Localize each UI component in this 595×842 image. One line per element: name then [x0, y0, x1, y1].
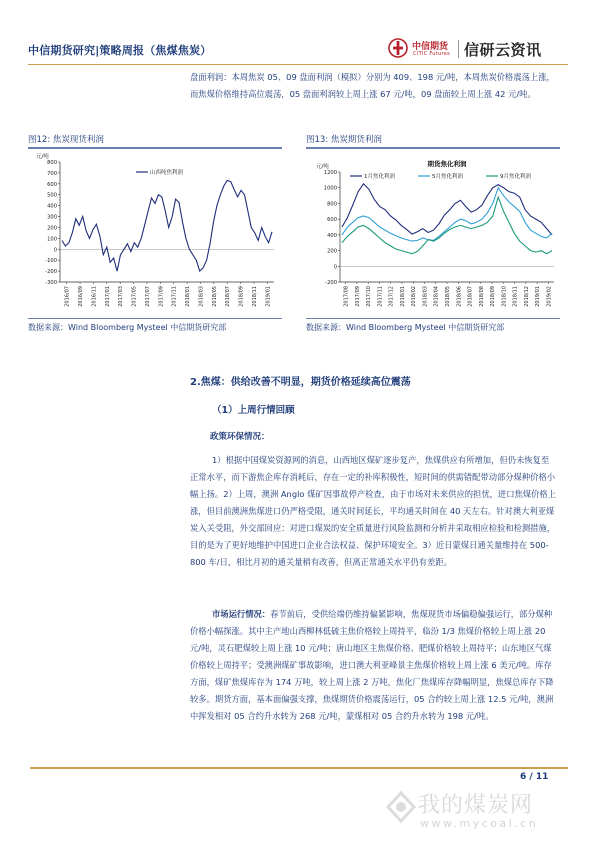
x-tick-label: 2017/12 [388, 286, 395, 307]
subsection-heading: （1）上周行情回顾 [212, 405, 295, 416]
x-tick-label: 2018/05 [211, 286, 218, 307]
x-tick-label: 2017/05 [131, 286, 138, 307]
series-line-9月焦化利润 [342, 197, 552, 254]
legend-entry: 1月焦化利润 [364, 174, 395, 180]
fig13-bottom-rule [306, 318, 560, 319]
x-tick-label: 2019/02 [546, 286, 553, 307]
y-tick-label: 600 [327, 217, 337, 224]
y-tick-label: 0 [53, 247, 57, 254]
y-tick-label: -100 [45, 258, 57, 265]
x-tick-label: 2019/01 [265, 286, 272, 307]
y-tick-label: 400 [327, 232, 337, 239]
y-tick-label: 1000 [323, 185, 337, 192]
chart-title: 期货焦化利润 [427, 160, 467, 168]
y-tick-label: 400 [47, 203, 57, 210]
series-line-1月焦化利润 [342, 184, 552, 235]
y-tick-label: 1200 [323, 170, 337, 176]
y-axis-label: 元/吨 [316, 164, 329, 170]
fig13-top-rule [306, 147, 560, 149]
fig13-label: 图13: 焦炭期货利润 [306, 135, 382, 145]
fig12-top-rule [28, 147, 282, 149]
market-text: 春节前后，受供给端仍维持偏紧影响，焦煤现货市场偏稳偏强运行，部分煤种价格小幅探涨。其中主产地山西柳林低硫主焦价格较上周持平，临汾 1/3 焦煤价格较上周上涨 20 元/吨，灵石肥煤较上周上涨 10 元/吨；唐山地区主焦煤价格、肥煤价格较上周持平；山东地区气煤价格较上周持平；受澳洲煤矿事故影响，进口澳大利亚峰景主焦煤价格较上周上涨 6 美元/吨。库存方面，煤矿焦煤库存为 174 万吨，较上周上涨 2 万吨，焦化厂焦煤库存降幅明显，焦煤总库存下降较多。期货方面，基本面偏强支撑，焦煤期货价格震荡运行，05 合约较上周上涨 12.5 元/吨，澳洲中挥发相对 05 合约升水转为 268 元/吨，蒙煤相对 05 合约升水转为 198 元/吨。 [190, 609, 554, 721]
page-number: 6 / 11 [520, 772, 549, 782]
x-tick-label: 2017/11 [171, 286, 178, 307]
x-tick-label: 2018/01 [185, 286, 192, 307]
y-tick-label: 700 [47, 170, 57, 177]
section-heading: 2.焦煤：供给改善不明显，期货价格延续高位震荡 [190, 377, 411, 388]
fig12-bottom-rule [28, 318, 282, 319]
fig12-label: 图12: 焦炭现货利润 [28, 135, 104, 145]
x-tick-label: 2018/11 [251, 286, 258, 307]
legend-entry: 9月焦化利润 [500, 174, 531, 180]
y-tick-label: 200 [47, 225, 57, 232]
logo-separator [458, 40, 459, 58]
x-tick-label: 2017/11 [377, 286, 384, 307]
y-tick-label: 800 [47, 160, 57, 166]
policy-paragraph: 1）根据中国煤炭资源网的消息，山西地区煤矿逐步复产，焦煤供应有所增加，但仍未恢复至正常水平，而下游焦企库存消耗后，存在一定的补库积极性，短时间的供需错配带动部分煤种价格小幅上扬。2）上周，澳洲 Anglo 煤矿因事故停产检查，由于市场对未来供应的担忧，进口焦煤价格上涨，但目前澳洲焦煤进口仍严格受限，通关时间延长，平均通关时间在 40 天左右。针对澳大利亚煤炭入关受阻，外交部回应：对进口煤炭的安全质量进行风险监测和分析并采取相应检验和检测措施，目的是为了更好地维护中国进口企业合法权益、保护环境安全。3）近日蒙煤日通关量维持在 500-800 车/日，相比月初的通关量稍有改善，但离正常通关水平仍有差距。 [190, 455, 557, 567]
x-tick-label: 2018/06 [456, 286, 463, 307]
report-title: 中信期货研究|策略周报（焦煤焦炭） [28, 44, 212, 57]
x-tick-label: 2017/07 [144, 286, 151, 307]
x-tick-label: 2017/03 [118, 286, 125, 307]
x-tick-label: 2017/09 [354, 286, 361, 307]
profit-paragraph: 盘面利润：本周焦炭 05、09 盘面利润（模拟）分别为 409、198 元/吨，本周焦炭价格震荡上涨，而焦煤价格维持高位震荡，05 盘面利润较上周上涨 67 元/吨，09 盘面较上周上涨 42 元/吨。 [190, 72, 555, 99]
brand-name: 信研云资讯 [464, 41, 542, 59]
x-tick-label: 2018/10 [501, 286, 508, 307]
legend-entry: 山西吨焦利润 [150, 170, 184, 176]
x-tick-label: 2018/03 [198, 286, 205, 307]
logo-en-text: CITIC Futures [413, 51, 451, 57]
page-header [28, 34, 568, 64]
x-tick-label: 2018/05 [445, 286, 451, 307]
legend-entry: 5月焦化利润 [432, 174, 463, 180]
y-axis-label: 元/吨 [36, 154, 49, 160]
header-rule [28, 64, 568, 65]
series-line-山西吨焦利润 [62, 181, 272, 272]
x-tick-label: 2019/01 [535, 286, 542, 307]
x-tick-label: 2016/11 [91, 286, 98, 307]
x-tick-label: 2018/11 [512, 286, 519, 307]
x-tick-label: 2018/01 [399, 286, 406, 307]
mycoal-logo-icon [384, 790, 418, 824]
watermark-url: www.mycoal.cn [420, 817, 539, 830]
y-tick-label: 100 [47, 236, 57, 243]
x-tick-label: 2018/07 [225, 286, 232, 307]
x-tick-label: 2018/07 [467, 286, 474, 307]
x-tick-label: 2017/08 [343, 286, 350, 307]
watermark-cn: 我的煤炭网 [418, 793, 534, 818]
policy-heading: 政策环保情况： [210, 432, 270, 442]
y-tick-label: -200 [325, 280, 337, 286]
fig13-source: 数据来源：Wind Bloomberg Mysteel 中信期货研究部 [306, 323, 505, 332]
x-tick-label: 2017/09 [158, 286, 165, 307]
x-tick-label: 2018/12 [523, 286, 530, 307]
y-tick-label: 200 [327, 248, 337, 255]
y-tick-label: 500 [47, 192, 57, 199]
x-tick-label: 2018/04 [433, 286, 440, 307]
coke-futures-profit-chart [306, 150, 560, 316]
y-tick-label: 600 [47, 181, 57, 188]
y-tick-label: 300 [47, 214, 57, 221]
market-paragraph [190, 606, 556, 725]
x-tick-label: 2018/09 [238, 286, 245, 307]
footer-rule [30, 767, 568, 769]
y-tick-label: -300 [45, 280, 57, 286]
x-tick-label: 2018/08 [478, 286, 485, 307]
citic-logo-icon [388, 38, 408, 58]
x-tick-label: 2017/01 [104, 286, 111, 307]
x-tick-label: 2017/10 [366, 286, 373, 307]
market-lead: 市场运行情况： [212, 609, 271, 619]
logo-cn-text: 中信期货 [412, 42, 449, 52]
y-tick-label: 800 [327, 201, 337, 208]
y-tick-label: -200 [45, 269, 57, 276]
x-tick-label: 2018/03 [422, 286, 429, 307]
fig12-source: 数据来源：Wind Bloomberg Mysteel 中信期货研究部 [28, 323, 227, 332]
x-tick-label: 2016/07 [64, 286, 71, 307]
x-tick-label: 2018/02 [411, 286, 418, 307]
x-tick-label: 2018/09 [490, 286, 497, 307]
x-tick-label: 2016/09 [78, 286, 85, 307]
y-tick-label: 0 [333, 264, 337, 271]
coke-spot-profit-chart [28, 150, 282, 316]
